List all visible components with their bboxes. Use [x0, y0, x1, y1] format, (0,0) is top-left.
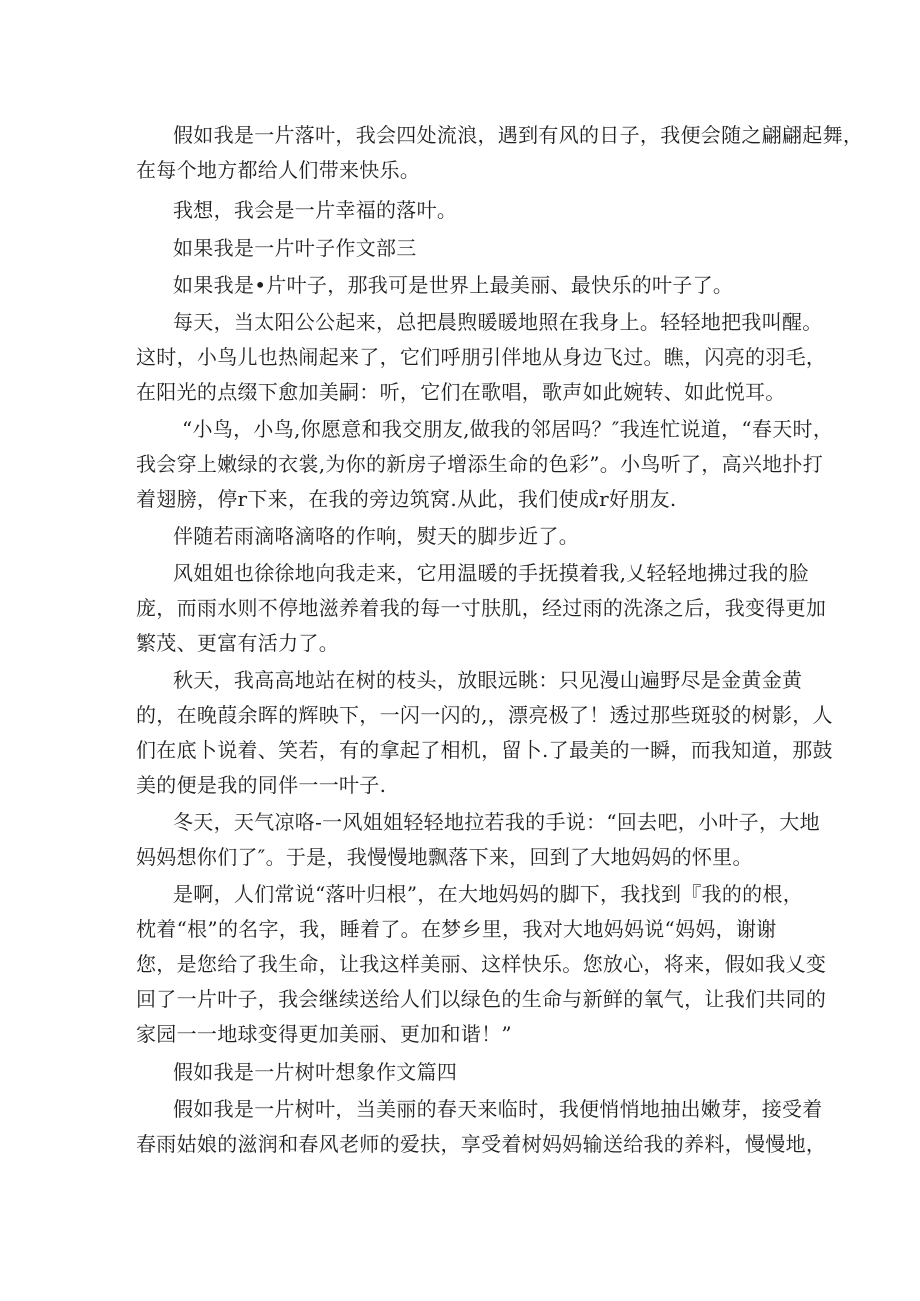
p4-line-3: 在阳光的点缀下愈加美嗣：听，它们在歌唱，歌声如此婉转、如此悦耳。	[136, 380, 786, 404]
p11-line-2: 春雨姑娘的滋润和春风老师的爱扶，享受着树妈妈输送给我的养料，慢慢地，	[136, 1132, 827, 1156]
p9-line-1: 冬天，天气凉咯-一风姐姐轻轻地拉若我的手说：“回去吧，小叶子，大地	[173, 810, 820, 834]
p10-line-4: 回了一片叶子，我会继续送给人们以绿色的生命与新鲜的氧气，让我们共同的	[136, 987, 827, 1011]
p10-line-1: 是啊，人们常说“落叶归根”，在大地妈妈的脚下，我找到『我的的根，	[173, 882, 804, 906]
p3-line-1: 如果我是•片叶子，那我可是世界上最美丽、最快乐的叶子了。	[173, 273, 734, 297]
p8-line-3: 们在底卜说着、笑若，有的拿起了相机，留卜.了最美的一瞬，而我知道，那鼓	[136, 738, 833, 762]
section-heading-4: 假如我是一片树叶想象作文篇四	[173, 1060, 458, 1084]
p11-line-1: 假如我是一片树叶，当美丽的春天来临时，我便悄悄地抽出嫩芽，接受着	[173, 1097, 823, 1121]
p4-line-1: 每天，当太阳公公起来，总把晨煦暖暖地照在我身上。轻轻地把我叫醒。	[173, 310, 823, 334]
p4-line-2: 这时，小鸟儿也热闹起来了，它们呼朋引伴地从身边飞过。瞧，闪亮的羽毛，	[136, 345, 827, 369]
section-heading-3: 如果我是一片叶子作文部三	[173, 236, 417, 260]
p10-line-3: 您，是您给了我生命，让我这样美丽、这样快乐。您放心，将来，假如我乂变	[136, 952, 827, 976]
p7-line-1: 风姐姐也徐徐地向我走来，它用温暖的手抚摸着我,乂轻轻地拂过我的脸	[173, 561, 809, 585]
p6-line-1: 伴随若雨滴咯滴咯的作响，熨天的脚步近了。	[173, 524, 579, 548]
p2-line-1: 我想，我会是一片幸福的落叶。	[173, 198, 458, 222]
p8-line-4: 美的便是我的同伴一一叶子.	[136, 773, 387, 797]
p1-line-1: 假如我是一片落叶，我会四处流浪，遇到有风的日子，我便会随之翩翩起舞，	[173, 123, 864, 147]
p7-line-3: 繁茂、更富有活力了。	[136, 631, 339, 655]
p8-line-2: 的，在晚葭余晖的辉映下，一闪一闪的,，漂亮极了！透过那些斑驳的树影，人	[136, 703, 833, 727]
p7-line-2: 庞，而雨水则不停地滋养着我的每一寸肤肌，经过雨的洗涤之后，我变得更加	[136, 596, 827, 620]
p10-line-2: 枕着“根”的名字，我，睡着了。在梦乡里，我对大地妈妈说“妈妈，谢谢	[136, 917, 777, 941]
p10-line-5: 家园一一地球变得更加美丽、更加和谐！”	[136, 1022, 512, 1046]
p1-line-2: 在每个地方都给人们带来快乐。	[136, 158, 421, 182]
p5-line-1: “小鸟，小鸟,你愿意和我交朋友,做我的邻居吗？″我连忙说道，“春天时，	[182, 417, 834, 441]
p5-line-3: 着翅膀，停r下来，在我的旁边筑窝.从此，我们使成r好朋友.	[136, 487, 677, 511]
p8-line-1: 秋天，我高高地站在树的枝头，放眼远眺：只见漫山遍野尽是金黄金黄	[173, 668, 803, 692]
p9-line-2: 妈妈想你们了″。于是，我慢慢地飘落下来，回到了大地妈妈的怀里。	[136, 845, 753, 869]
p5-line-2: 我会穿上嫩绿的衣裳,为你的新房子增添生命的色彩”。小鸟听了，高兴地扑打	[136, 452, 824, 476]
